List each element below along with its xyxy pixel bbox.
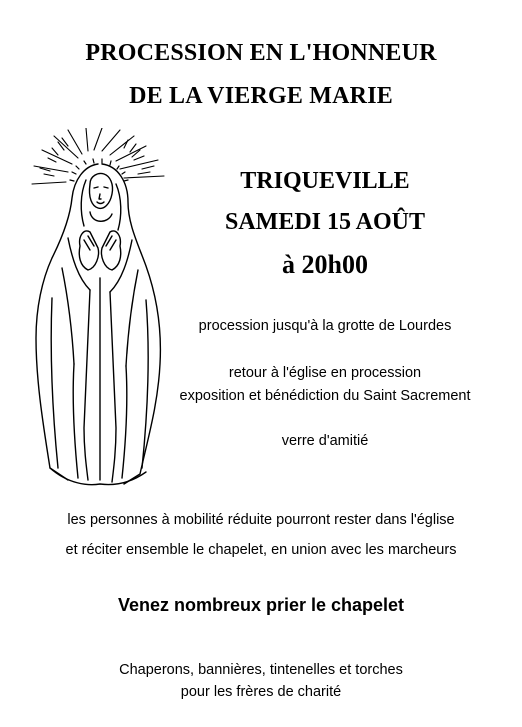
title-line-2: DE LA VIERGE MARIE (129, 83, 393, 109)
event-location: TRIQUEVILLE (240, 168, 410, 194)
event-time: à 20h00 (282, 250, 368, 279)
call-to-action: Venez nombreux prier le chapelet (117, 595, 405, 615)
program-item-drinks: verre d'amitié (281, 433, 369, 449)
mobility-note-line-2: et réciter ensemble le chapelet, en union avec les marcheurs (65, 542, 457, 558)
program-item-return: retour à l'église en procession (228, 365, 422, 381)
footer-line-2: pour les frères de charité (180, 684, 342, 700)
virgin-mary-praying-icon (28, 128, 176, 490)
program-item-procession: procession jusqu'à la grotte de Lourdes (198, 318, 452, 334)
event-date: SAMEDI 15 AOÛT (224, 209, 426, 235)
mobility-note-line-1: les personnes à mobilité réduite pourront rester dans l'église (67, 512, 455, 528)
title-line-1: PROCESSION EN L'HONNEUR (85, 40, 437, 66)
footer-line-1: Chaperons, bannières, tintenelles et torches (119, 662, 403, 678)
program-item-exposition: exposition et bénédiction du Saint Sacrement (179, 388, 471, 404)
